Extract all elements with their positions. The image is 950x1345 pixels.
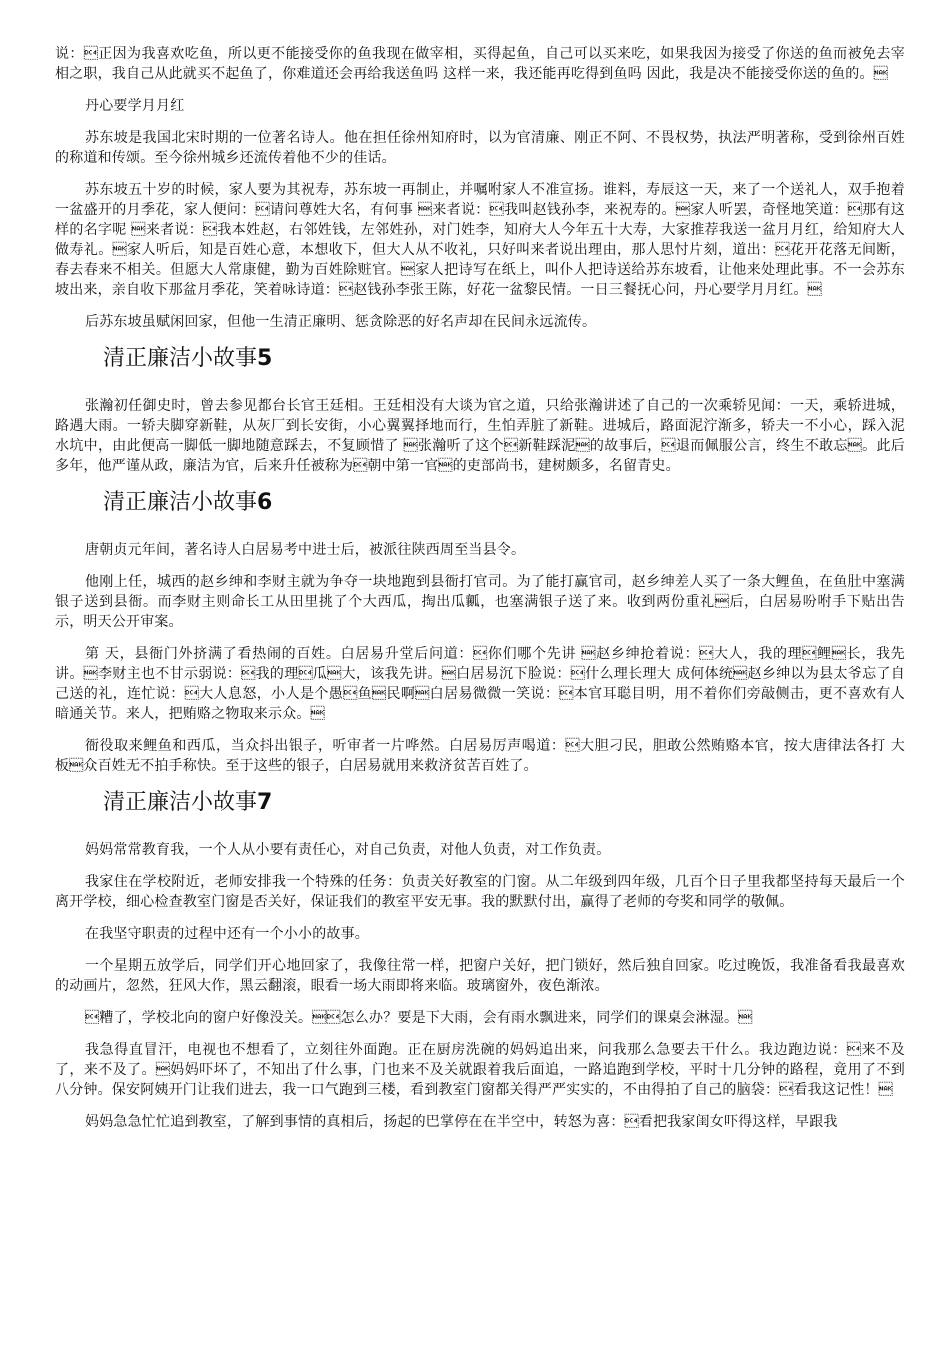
paragraph: 衙役取来鲤鱼和西瓜，当众抖出银子，听审者一片哗然。白居易厉声喝道：大胆刁民，胆敢公然贿赂本官，按大唐律法各打 大板众百姓无不拍手称快。至于这些的银子，白居易就用来救济贫苦百姓了。 <box>55 738 905 774</box>
paragraph: 妈妈常常教育我，一个人从小要有责任心，对自己负责，对他人负责，对工作负责。 <box>85 842 611 858</box>
section-title-5 <box>103 344 905 374</box>
paragraph: 唐朝贞元年间，著名诗人白居易考中进士后，被派往陕西周至当县令。 <box>85 542 526 558</box>
section-title-text: 清正廉洁小故事 <box>103 790 258 815</box>
paragraph: 后苏东坡虽赋闲回家，但他一生清正廉明、惩贪除恶的好名声却在民间永远流传。 <box>85 314 597 330</box>
paragraph: 张瀚初任御史时，曾去参见都台长官王廷相。王廷相没有大谈为官之道，只给张瀚讲述了自己的一次乘轿见闻：一天，乘轿进城，路遇大雨。一轿夫脚穿新鞋，从灰厂到长安街，小心翼翼择地而行，生怕弄脏了新鞋。进城后，路面泥泞渐多，轿夫一不小心，踩入泥水坑中，由此便高一脚低一脚地随意踩去，不复顾惜了 张瀚听了这个新鞋踩泥的故事后，退而佩服公言，终生不敢忘。此后多年，他严谨从政，廉洁为官，后来升任被称为朝中第一官的吏部尚书，建树颇多，名留青史。 <box>55 398 905 474</box>
section-title-text: 清正廉洁小故事 <box>103 490 258 515</box>
section-title-7 <box>103 788 905 818</box>
paragraph: 一个星期五放学后，同学们开心地回家了，我像往常一样，把窗户关好，把门锁好，然后独自回家。吃过晚饭，我准备看我最喜欢的动画片，忽然，狂风大作，黑云翻滚，眼看一场大雨即将来临。玻璃窗外，夜色渐浓。 <box>55 958 905 994</box>
section-title-6 <box>103 488 905 518</box>
section-title-number: 7 <box>257 790 273 815</box>
paragraph: 说：正因为我喜欢吃鱼，所以更不能接受你的鱼我现在做宰相，买得起鱼，自己可以买来吃，如果我因为接受了你送的鱼而被免去宰相之职，我自己从此就买不起鱼了，你难道还会再给我送鱼吗 这样一来，我还能再吃得到鱼吗 因此，我是决不能接受你送的鱼的。 <box>55 46 905 82</box>
paragraph: 第 天，县衙门外挤满了看热闹的百姓。白居易升堂后问道：你们哪个先讲 赵乡绅抢着说：大人，我的理鲤长，我先讲。李财主也不甘示弱说：我的理瓜大，该我先讲。白居易沉下脸说：什么理长理大 成何体统赵乡绅以为县太爷忘了自己送的礼，连忙说：大人息怒，小人是个愚鱼民啊白居易微微一笑说：本官耳聪目明，用不着你们旁敲侧击，更不喜欢有人暗通关节。来人，把贿赂之物取来示众。 <box>55 646 905 722</box>
paragraph: 苏东坡五十岁的时候，家人要为其祝寿，苏东坡一再制止，并嘱咐家人不准宣扬。谁料，寿辰这一天，来了一个送礼人，双手抱着一盆盛开的月季花，家人便问：请问尊姓大名，有何事 来者说：我叫赵钱孙李，来祝寿的。家人听罢，奇怪地笑道：那有这样的名字呢 来者说：我本姓赵，右邻姓钱，左邻姓孙，对门姓李，知府大人今年五十大寿，大家推荐我送一盆月月红，给知府大人做寿礼。家人听后，知是百姓心意，本想收下，但大人从不收礼，只好叫来者说出理由，那人思忖片刻，道出：花开花落无间断，春去春来不相关。但愿大人常康健，勤为百姓除赃官。家人把诗写在纸上，叫仆人把诗送给苏东坡看，让他来处理此事。不一会苏东坡出来，亲自收下那盆月季花，笑着咏诗道：赵钱孙李张王陈，好花一盆黎民情。一日三餐抚心问，丹心要学月月红。 <box>55 182 905 298</box>
paragraph: 妈妈急急忙忙追到教室，了解到事情的真相后，扬起的巴掌停在在半空中，转怒为喜：看把我家闺女吓得这样，早跟我 <box>85 1114 838 1130</box>
paragraph: 苏东坡是我国北宋时期的一位著名诗人。他在担任徐州知府时，以为官清廉、刚正不阿、不畏权势，执法严明著称，受到徐州百姓的称道和传颂。至今徐州城乡还流传着他不少的佳话。 <box>55 130 905 166</box>
paragraph: 他刚上任，城西的赵乡绅和李财主就为争夺一块地跑到县衙打官司。为了能打赢官司，赵乡绅差人买了一条大鲤鱼，在鱼肚中塞满银子送到县衙。而李财主则命长工从田里挑了个大西瓜，掏出瓜瓤，也塞满银子送了来。收到两份重礼后，白居易吩咐手下贴出告示，明天公开审案。 <box>55 574 905 630</box>
section-title-number: 5 <box>257 346 273 371</box>
document-page <box>55 0 905 1144</box>
paragraph: 我家住在学校附近，老师安排我一个特殊的任务：负责关好教室的门窗。从二年级到四年级，几百个日子里我都坚持每天最后一个离开学校，细心检查教室门窗是否关好，保证我们的教室平安无事。我的默默付出，赢得了老师的夸奖和同学的敬佩。 <box>55 874 905 910</box>
paragraph: 在我坚守职责的过程中还有一个小小的故事。 <box>85 926 369 942</box>
section-title-text: 清正廉洁小故事 <box>103 346 258 371</box>
paragraph: 糟了，学校北向的窗户好像没关。怎么办？要是下大雨，会有雨水飘进来，同学们的课桌会淋湿。 <box>85 1010 753 1026</box>
section-title-number: 6 <box>257 490 273 515</box>
subheading: 丹心要学月月红 <box>85 98 185 114</box>
paragraph: 我急得直冒汗，电视也不想看了，立刻往外面跑。正在厨房洗碗的妈妈追出来，问我那么急要去干什么。我边跑边说：来不及了，来不及了。妈妈吓坏了，不知出了什么事，门也来不及关就跟着我后面追，一路追跑到学校，平时十几分钟的路程，竟用了不到八分钟。保安阿姨开门让我们进去，我一口气跑到三楼，看到教室门窗都关得严严实实的，不由得拍了自己的脑袋：看我这记性！ <box>55 1042 905 1098</box>
